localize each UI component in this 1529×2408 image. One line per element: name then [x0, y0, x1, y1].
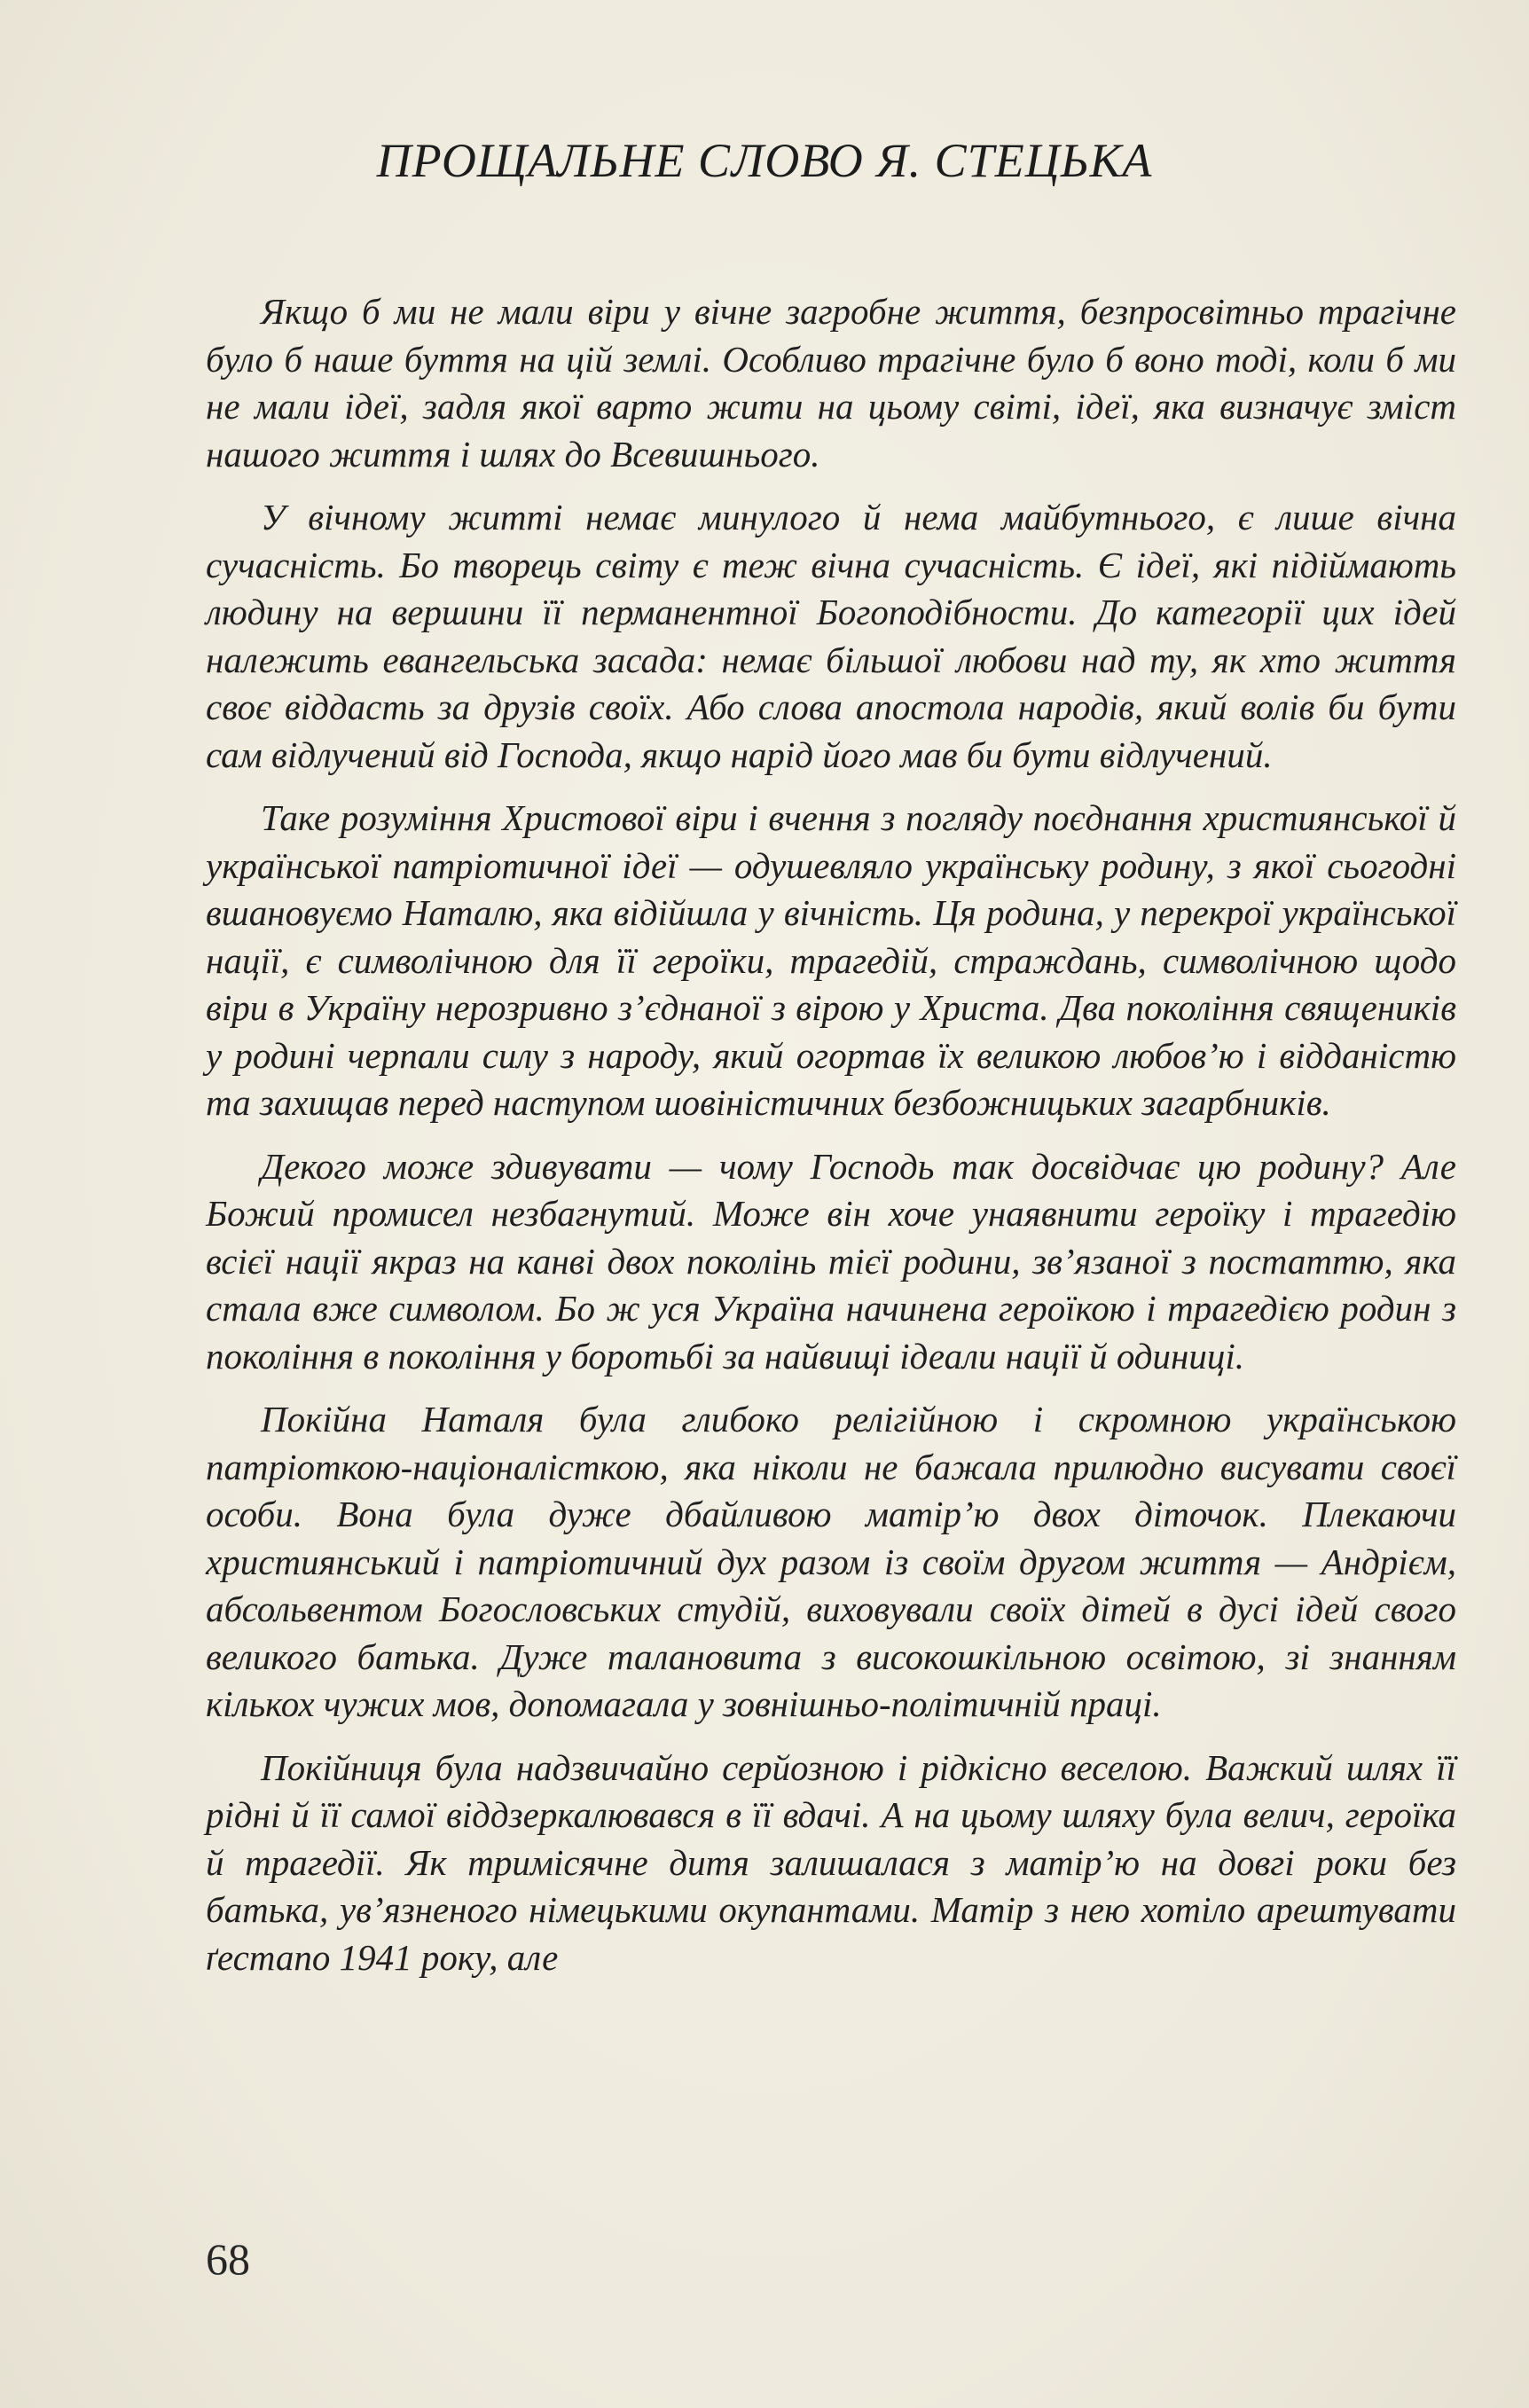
- paragraph-2: У вічному житті немає минулого й нема майбутнього, є лише вічна сучасність. Бо творець світу є теж вічна сучасність. Є ідеї, які підіймають людину на вершини її перманентної Богоподібности. До категорії цих ідей належить евангельська засада: немає більшої любови над ту, як хто життя своє віддасть за друзів своїх. Або слова апостола народів, який волів би бути сам відлучений від Господа, якщо нарід його мав би бути відлучений.: [206, 497, 1456, 775]
- body-text: [206, 288, 1456, 1997]
- paragraph-5: Покійна Наталя була глибоко релігійною і скромною українською патріоткою-націоналісткою, яка ніколи не бажала прилюдно висувати своєї особи. Вона була дуже дбайливою матір’ю двох діточок. Плекаючи християнський і патріотичний дух разом із своїм другом життя — Андрієм, абсольвентом Богословських студій, виховували своїх дітей в дусі ідей свого великого батька. Дуже талановита з високошкільною освітою, зі знанням кількох чужих мов, допомагала у зовнішньо-політичній праці.: [206, 1399, 1456, 1724]
- page-number: 68: [206, 2234, 250, 2284]
- paragraph-1: Якщо б ми не мали віри у вічне загробне життя, безпросвітньо трагічне було б наше буття на цій землі. Особливо трагічне було б воно тоді, коли б ми не мали ідеї, задля якої варто жити на цьому світі, ідеї, яка визначує зміст нашого життя і шлях до Всевишнього.: [206, 291, 1456, 475]
- paragraph-4: Декого може здивувати — чому Господь так досвідчає цю родину? Але Божий промисел незбагнутий. Може він хоче унаявнити героїку і трагедію всієї нації якраз на канві двох поколінь тієї родини, зв’язаної з постаттю, яка стала вже символом. Бо ж уся Україна начинена героїкою і трагедією родин з покоління в покоління у боротьбі за найвищі ідеали нації й одиниці.: [206, 1145, 1456, 1377]
- page-title: ПРОЩАЛЬНЕ СЛОВО Я. СТЕЦЬКА: [376, 134, 1153, 187]
- paragraph-3: Таке розуміння Христової віри і вчення з погляду поєднання християнської й української патріотичної ідеї — одушевляло українську родину, з якої сьогодні вшановуємо Наталю, яка відійшла у вічність. Ця родина, у перекрої української нації, є символічною для її героїки, трагедій, страждань, символічною щодо віри в Україну нерозривно з’єднаної з вірою у Христа. Два покоління священиків у родині черпали силу з народу, який огортав їх великою любов’ю і відданістю та захищав перед наступом шовіністичних безбожницьких загарбників.: [206, 797, 1456, 1123]
- paragraph-6: Покійниця була надзвичайно серйозною і рідкісно веселою. Важкий шлях її рідні й її самої віддзеркалювався в її вдачі. А на цьому шляху була велич, героїка й трагедії. Як тримісячне дитя залишалася з матір’ю на довгі роки без батька, ув’язненого німецькими окупантами. Матір з нею хотіло арештувати ґестапо 1941 року, але: [206, 1746, 1456, 1978]
